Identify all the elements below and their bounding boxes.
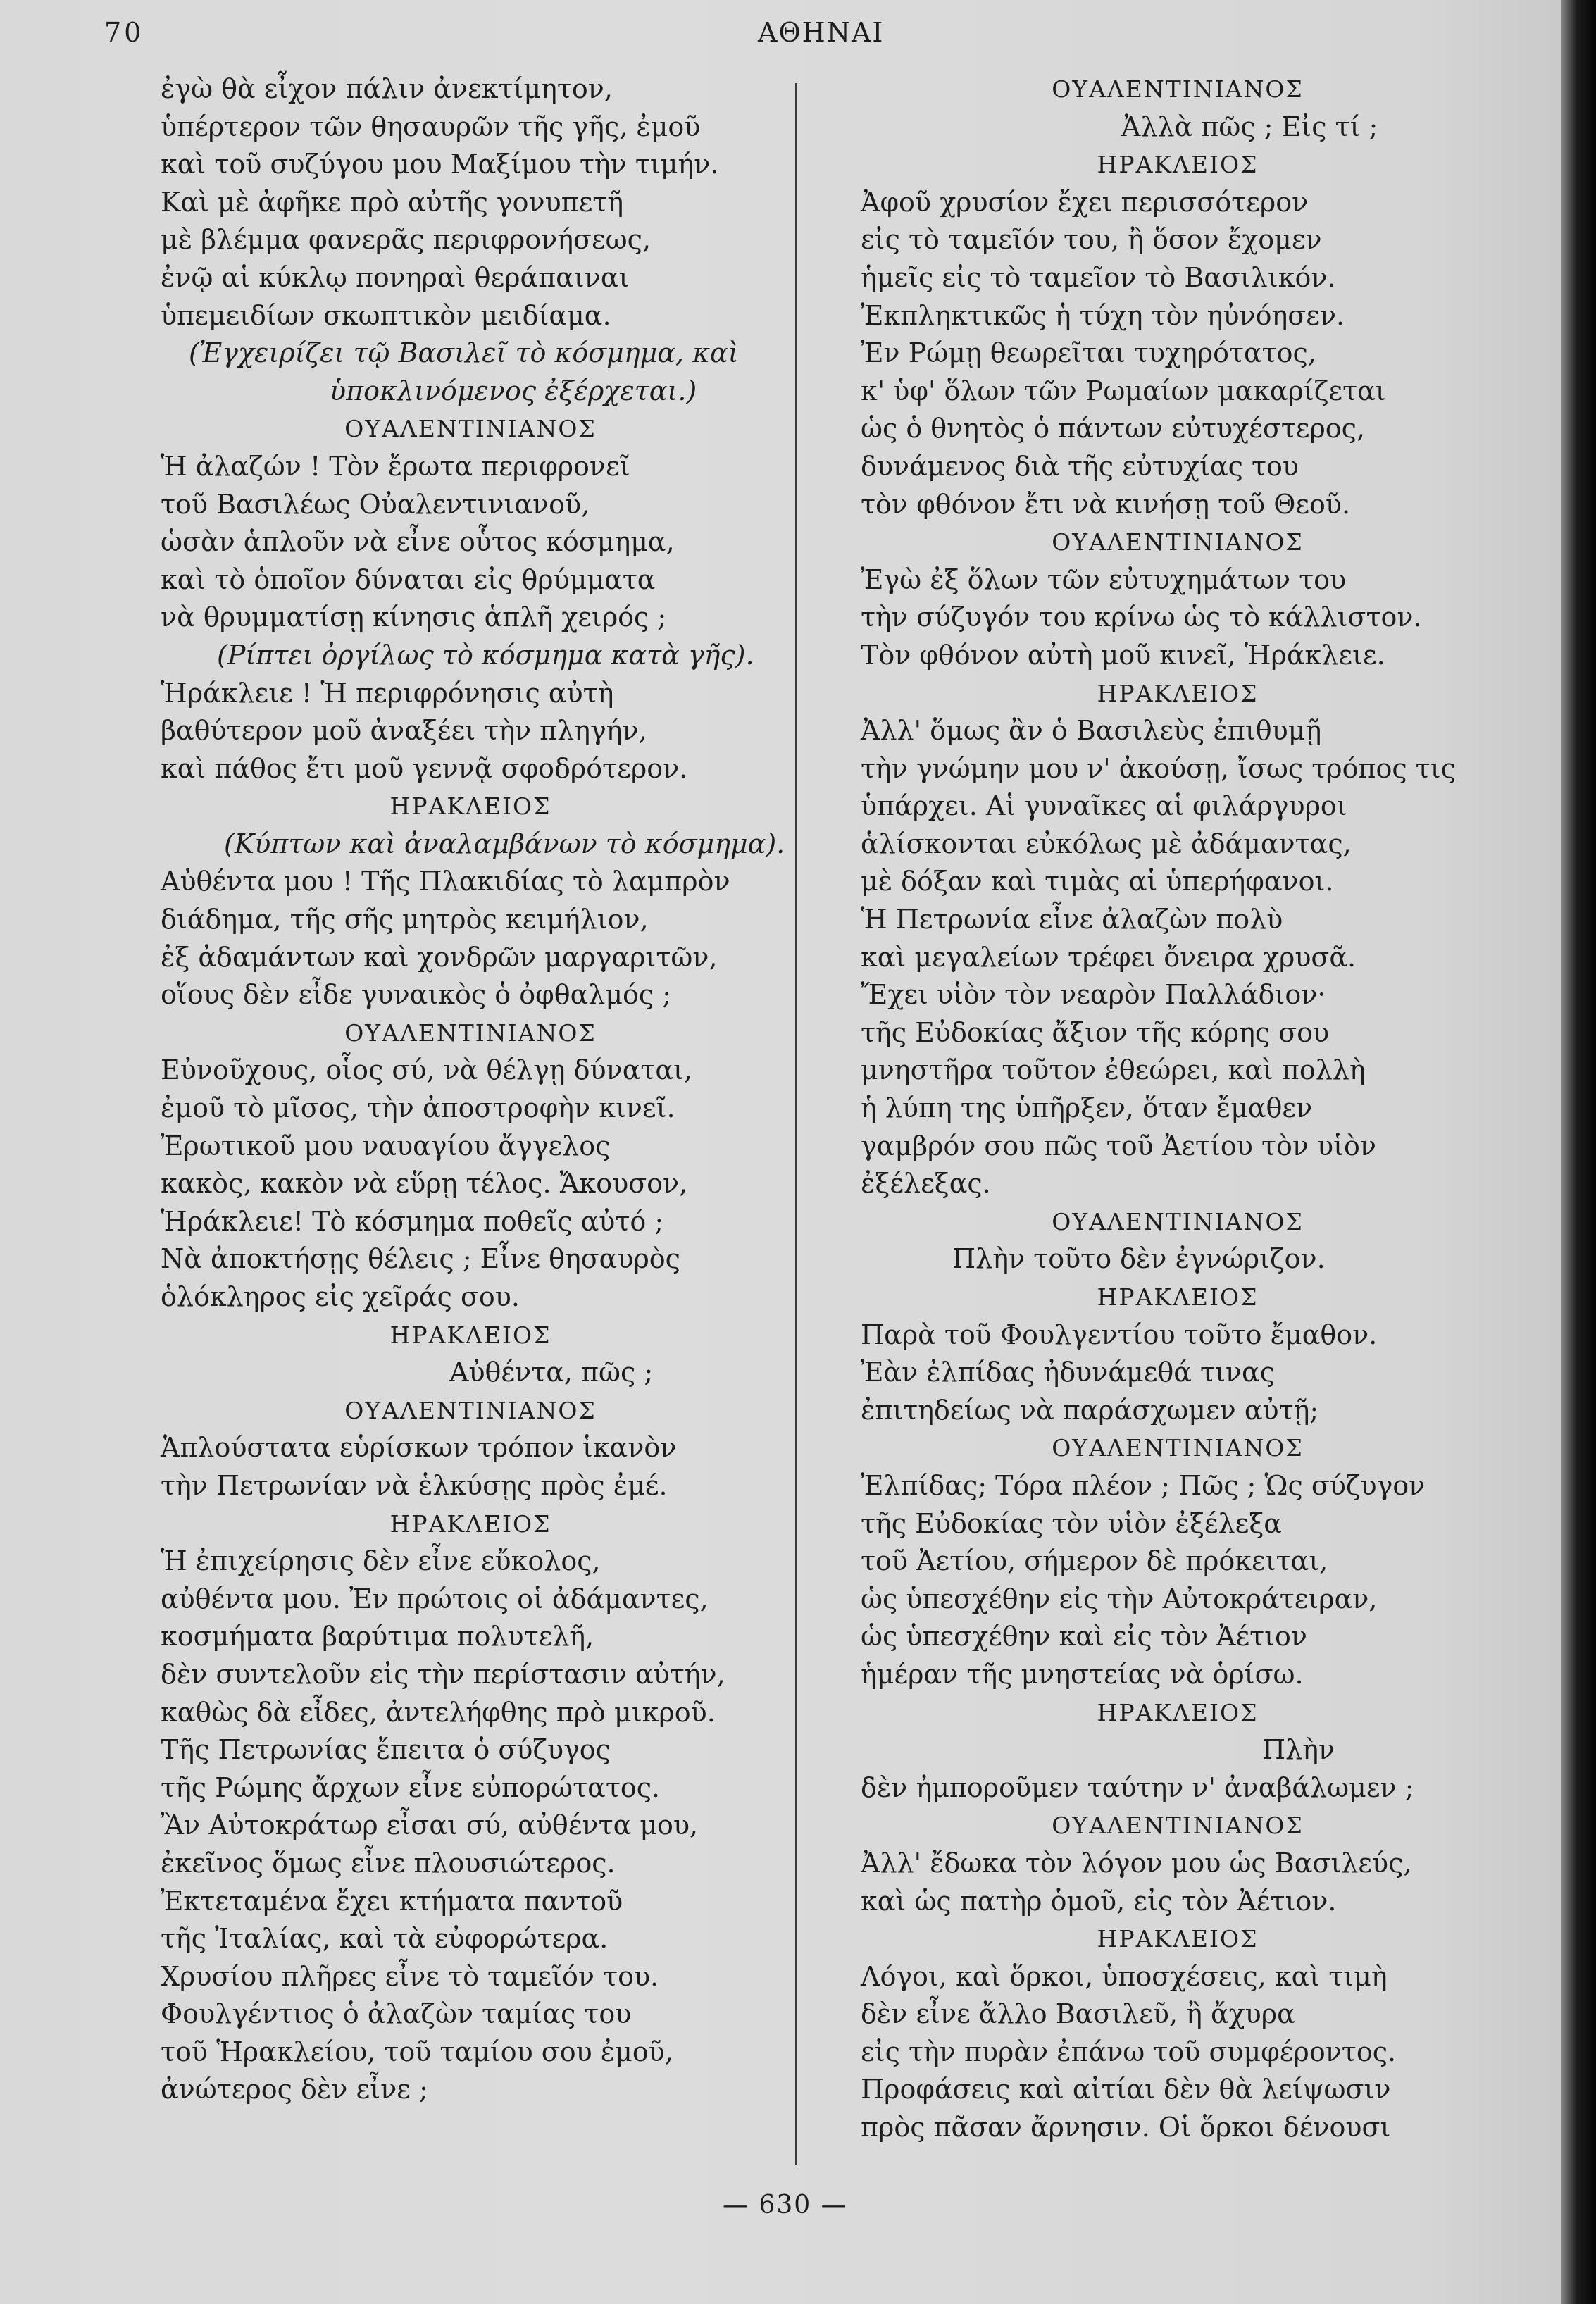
stage-direction: (Ρίπτει ὀργίλως τὸ κόσμημα κατὰ γῆς).	[217, 639, 754, 671]
verse-line: οἵους δὲν εἶδε γυναικὸς ὁ ὀφθαλμός ;	[161, 979, 672, 1011]
verse-line: Νὰ ἀποκτήσῃς θέλεις ; Εἶνε θησαυρὸς	[161, 1243, 680, 1275]
column-divider	[795, 83, 797, 2165]
verse-line: τῆς Εὐδοκίας τὸν υἱὸν ἐξέλεξα	[861, 1507, 1282, 1539]
verse-line: τῆς Ἰταλίας, καὶ τὰ εὐφορώτερα.	[161, 1923, 609, 1955]
verse-line: καθὼς δὰ εἶδες, ἀντελήφθης πρὸ μικροῦ.	[161, 1696, 716, 1728]
verse-line: Εὐνοῦχους, οἷος σύ, νὰ θέλγῃ δύναται,	[161, 1054, 693, 1086]
verse-line: Ἡράκλειε! Τὸ κόσμημα ποθεῖς αὐτό ;	[161, 1205, 664, 1237]
speaker-name: ΟΥΑΛΕΝΤΙΝΙΑΝΟΣ	[1052, 1812, 1304, 1840]
verse-line: Ἀφοῦ χρυσίον ἔχει περισσότερον	[861, 186, 1309, 218]
verse-line: δυνάμενος διὰ τῆς εὐτυχίας του	[861, 450, 1299, 482]
verse-line: ἐκεῖνος ὅμως εἶνε πλουσιώτερος.	[161, 1847, 616, 1879]
verse-line: κ' ὑφ' ὅλων τῶν Ρωμαίων μακαρίζεται	[861, 375, 1386, 406]
speaker-name: ΗΡΑΚΛΕΙΟΣ	[389, 1509, 551, 1538]
verse-line: καὶ πάθος ἔτι μοῦ γεννᾷ σφοδρότερον.	[161, 752, 688, 784]
verse-line: Ἐν Ρώμῃ θεωρεῖται τυχηρότατος,	[861, 337, 1316, 369]
verse-line: τὸν φθόνον ἔτι νὰ κινήσῃ τοῦ Θεοῦ.	[861, 488, 1351, 520]
verse-line: ἐνῷ αἱ κύκλῳ πονηραὶ θεράπαιναι	[161, 261, 630, 293]
speaker-name: ΟΥΑΛΕΝΤΙΝΙΑΝΟΣ	[344, 1396, 597, 1424]
verse-line: μὲ δόξαν καὶ τιμὰς αἱ ὑπερήφανοι.	[861, 866, 1334, 897]
verse-line: Ἡ ἐπιχείρησις δὲν εἶνε εὔκολος,	[161, 1545, 601, 1577]
verse-line: τὴν σύζυγόν του κρίνω ὡς τὸ κάλλιστον.	[861, 602, 1422, 633]
verse-line: ὡς ὑπεσχέθην εἰς τὴν Αὐτοκράτειραν,	[861, 1583, 1378, 1614]
verse-line: κοσμήματα βαρύτιμα πολυτελῆ,	[161, 1621, 594, 1652]
running-title: ΑΘΗΝΑΙ	[758, 17, 885, 48]
verse-line: καὶ τοῦ συζύγου μου Μαξίμου τὴν τιμήν.	[161, 149, 719, 180]
verse-line: δὲν συντελοῦν εἰς τὴν περίστασιν αὐτήν,	[161, 1658, 725, 1690]
verse-line: ὡς ὑπεσχέθην καὶ εἰς τὸν Ἀέτιον	[861, 1621, 1308, 1652]
verse-line: Πλὴν	[1262, 1734, 1335, 1766]
verse-line: βαθύτερον μοῦ ἀναξέει τὴν πληγήν,	[161, 715, 647, 747]
verse-line: ἡμεῖς εἰς τὸ ταμεῖον τὸ Βασιλικόν.	[861, 261, 1336, 293]
stage-direction: (Ἐγχειρίζει τῷ Βασιλεῖ τὸ κόσμημα, καὶ	[189, 337, 739, 369]
verse-line: τοῦ Βασιλέως Οὐαλεντινιανοῦ,	[161, 488, 590, 520]
verse-line: Ἀλλ' ὅμως ἂν ὁ Βασιλεὺς ἐπιθυμῇ	[861, 715, 1322, 747]
verse-line: Προφάσεις καὶ αἰτίαι δὲν θὰ λείψωσιν	[861, 2074, 1391, 2105]
speaker-name: ΟΥΑΛΕΝΤΙΝΙΑΝΟΣ	[344, 1019, 597, 1047]
verse-line: ὁλόκληρος εἰς χεῖράς σου.	[161, 1281, 520, 1312]
verse-line: Ἂν Αὐτοκράτωρ εἶσαι σύ, αὐθέντα μου,	[161, 1810, 699, 1841]
book-spine-shadow	[1561, 0, 1596, 2304]
verse-line: καὶ ὡς πατὴρ ὁμοῦ, εἰς τὸν Ἀέτιον.	[861, 1885, 1337, 1917]
verse-line: Ἐγὼ ἐξ ὅλων τῶν εὐτυχημάτων του	[861, 563, 1347, 595]
speaker-name: ΗΡΑΚΛΕΙΟΣ	[1097, 151, 1259, 179]
verse-line: Ἀλλὰ πῶς ; Εἰς τί ;	[1121, 111, 1378, 142]
verse-line: κακὸς, κακὸν νὰ εὕρῃ τέλος. Ἄκουσον,	[161, 1168, 688, 1200]
speaker-name: ΗΡΑΚΛΕΙΟΣ	[1097, 1283, 1259, 1311]
verse-line: ἡμέραν τῆς μνηστείας νὰ ὁρίσω.	[861, 1658, 1304, 1690]
verse-line: ὑπάρχει. Αἱ γυναῖκες αἱ φιλάργυροι	[861, 790, 1347, 822]
speaker-name: ΟΥΑΛΕΝΤΙΝΙΑΝΟΣ	[344, 415, 597, 443]
verse-line: εἰς τὴν πυρὰν ἐπάνω τοῦ συμφέροντος.	[861, 2036, 1397, 2067]
verse-line: Ἐὰν ἐλπίδας ἠδυνάμεθά τινας	[861, 1357, 1275, 1388]
verse-line: Λόγοι, καὶ ὅρκοι, ὑποσχέσεις, καὶ τιμὴ	[861, 1960, 1388, 1992]
speaker-name: ΟΥΑΛΕΝΤΙΝΙΑΝΟΣ	[1052, 75, 1304, 103]
verse-line: Αὐθέντα μου ! Τῆς Πλακιδίας τὸ λαμπρὸν	[161, 866, 730, 897]
verse-line: εἰς τὸ ταμεῖόν του, ἢ ὅσον ἔχομεν	[861, 224, 1322, 256]
speaker-name: ΗΡΑΚΛΕΙΟΣ	[389, 1321, 551, 1349]
stage-direction: (Κύπτων καὶ ἀναλαμβάνων τὸ κόσμημα).	[224, 828, 785, 859]
folio-number: — 630 —	[723, 2191, 848, 2219]
verse-line: καὶ μεγαλείων τρέφει ὄνειρα χρυσᾶ.	[861, 941, 1357, 973]
verse-line: ἁλίσκονται εὐκόλως μὲ ἀδάμαντας,	[861, 828, 1352, 859]
verse-line: ὡσὰν ἁπλοῦν νὰ εἶνε οὗτος κόσμημα,	[161, 526, 675, 558]
speaker-name: ΟΥΑΛΕΝΤΙΝΙΑΝΟΣ	[1052, 1207, 1304, 1235]
verse-line: δὲν εἶνε ἄλλο Βασιλεῦ, ἢ ἄχυρα	[861, 1998, 1295, 2030]
verse-line: τοῦ Ἀετίου, σήμερον δὲ πρόκειται,	[861, 1545, 1328, 1577]
verse-line: τὴν Πετρωνίαν νὰ ἑλκύσῃς πρὸς ἐμέ.	[161, 1469, 668, 1501]
verse-line: μνηστῆρα τοῦτον ἐθεώρει, καὶ πολλὴ	[861, 1054, 1366, 1086]
verse-line: ἐξέλεξας.	[861, 1168, 991, 1200]
verse-line: νὰ θρυμματίσῃ κίνησις ἁπλῆ χειρός ;	[161, 602, 667, 633]
speaker-name: ΗΡΑΚΛΕΙΟΣ	[1097, 679, 1259, 707]
verse-line: Ἐρωτικοῦ μου ναυαγίου ἄγγελος	[161, 1130, 611, 1162]
verse-line: δὲν ἠμποροῦμεν ταύτην ν' ἀναβάλωμεν ;	[861, 1771, 1414, 1803]
speaker-name: ΗΡΑΚΛΕΙΟΣ	[1097, 1698, 1259, 1726]
verse-line: Χρυσίου πλῆρες εἶνε τὸ ταμεῖόν του.	[161, 1960, 659, 1992]
verse-line: Φουλγέντιος ὁ ἀλαζὼν ταμίας του	[161, 1998, 632, 2030]
verse-line: Ἔχει υἱὸν τὸν νεαρὸν Παλλάδιον·	[861, 979, 1326, 1011]
verse-line: Ἁπλούστατα εὑρίσκων τρόπον ἱκανὸν	[161, 1432, 677, 1464]
verse-line: ὑπέρτερον τῶν θησαυρῶν τῆς γῆς, ἐμοῦ	[161, 111, 701, 142]
verse-line: καὶ τὸ ὁποῖον δύναται εἰς θρύμματα	[161, 563, 656, 595]
verse-line: Ἐκπληκτικῶς ἡ τύχη τὸν ηὐνόησεν.	[861, 299, 1345, 331]
speaker-name: ΗΡΑΚΛΕΙΟΣ	[1097, 1925, 1259, 1953]
verse-line: Ἀλλ' ἔδωκα τὸν λόγον μου ὡς Βασιλεύς,	[861, 1847, 1412, 1879]
speaker-name: ΗΡΑΚΛΕΙΟΣ	[389, 792, 551, 821]
verse-line: τῆς Ρώμης ἄρχων εἶνε εὐπορώτατος.	[161, 1771, 661, 1803]
verse-line: τοῦ Ἡρακλείου, τοῦ ταμίου σου ἐμοῦ,	[161, 2036, 673, 2067]
verse-line: Ἡ Πετρωνία εἶνε ἀλαζὼν πολὺ	[861, 904, 1283, 935]
verse-line: Ἐλπίδας; Τόρα πλέον ; Πῶς ; Ὡς σύζυγον	[861, 1469, 1426, 1501]
verse-line: Ἡράκλειε ! Ἡ περιφρόνησις αὐτὴ	[161, 677, 614, 709]
verse-line: γαμβρόν σου πῶς τοῦ Ἀετίου τὸν υἱὸν	[861, 1130, 1377, 1162]
verse-line: πρὸς πᾶσαν ἄρνησιν. Οἱ ὅρκοι δένουσι	[861, 2112, 1391, 2143]
speaker-name: ΟΥΑΛΕΝΤΙΝΙΑΝΟΣ	[1052, 528, 1304, 556]
verse-line: διάδημα, τῆς σῆς μητρὸς κειμήλιον,	[161, 904, 649, 935]
left-column	[161, 70, 785, 2109]
verse-line: ἐγὼ θὰ εἶχον πάλιν ἀνεκτίμητον,	[161, 73, 613, 104]
verse-line: Τὸν φθόνον αὐτὴ μοῦ κινεῖ, Ἡράκλειε.	[861, 639, 1385, 671]
right-column	[861, 70, 1495, 2147]
verse-line: Καὶ μὲ ἀφῆκε πρὸ αὐτῆς γονυπετῆ	[161, 186, 624, 218]
stage-direction: ὑποκλινόμενος ἐξέρχεται.)	[330, 375, 697, 406]
verse-line: τὴν γνώμην μου ν' ἀκούσῃ, ἴσως τρόπος τις	[861, 752, 1456, 784]
verse-line: ἐπιτηδείως νὰ παράσχωμεν αὐτῇ;	[861, 1394, 1319, 1426]
speaker-name: ΟΥΑΛΕΝΤΙΝΙΑΝΟΣ	[1052, 1434, 1304, 1462]
verse-line: Τῆς Πετρωνίας ἔπειτα ὁ σύζυγος	[161, 1734, 611, 1766]
verse-line: ἀνώτερος δὲν εἶνε ;	[161, 2074, 428, 2105]
verse-line: Πλὴν τοῦτο δὲν ἐγνώριζον.	[952, 1243, 1326, 1275]
verse-line: ἡ λύπη της ὑπῆρξεν, ὅταν ἔμαθεν	[861, 1092, 1313, 1124]
verse-line: τῆς Εὐδοκίας ἄξιον τῆς κόρης σου	[861, 1016, 1330, 1048]
verse-line: ὡς ὁ θνητὸς ὁ πάντων εὐτυχέστερος,	[861, 413, 1366, 444]
verse-line: Παρὰ τοῦ Φουλγεντίου τοῦτο ἔμαθον.	[861, 1319, 1378, 1350]
verse-line: ὑπεμειδίων σκωπτικὸν μειδίαμα.	[161, 299, 611, 331]
verse-line: αὐθέντα μου. Ἐν πρώτοις οἱ ἀδάμαντες,	[161, 1583, 709, 1614]
verse-line: ἐξ ἀδαμάντων καὶ χονδρῶν μαργαριτῶν,	[161, 941, 718, 973]
verse-line: μὲ βλέμμα φανερᾶς περιφρονήσεως,	[161, 224, 652, 256]
verse-line: Ἡ ἀλαζών ! Τὸν ἔρωτα περιφρονεῖ	[161, 450, 630, 482]
verse-line: Ἐκτεταμένα ἔχει κτήματα παντοῦ	[161, 1885, 623, 1917]
page-number: 70	[104, 17, 144, 48]
verse-line: Αὐθέντα, πῶς ;	[449, 1357, 654, 1388]
verse-line: ἐμοῦ τὸ μῖσος, τὴν ἀποστροφὴν κινεῖ.	[161, 1092, 675, 1124]
